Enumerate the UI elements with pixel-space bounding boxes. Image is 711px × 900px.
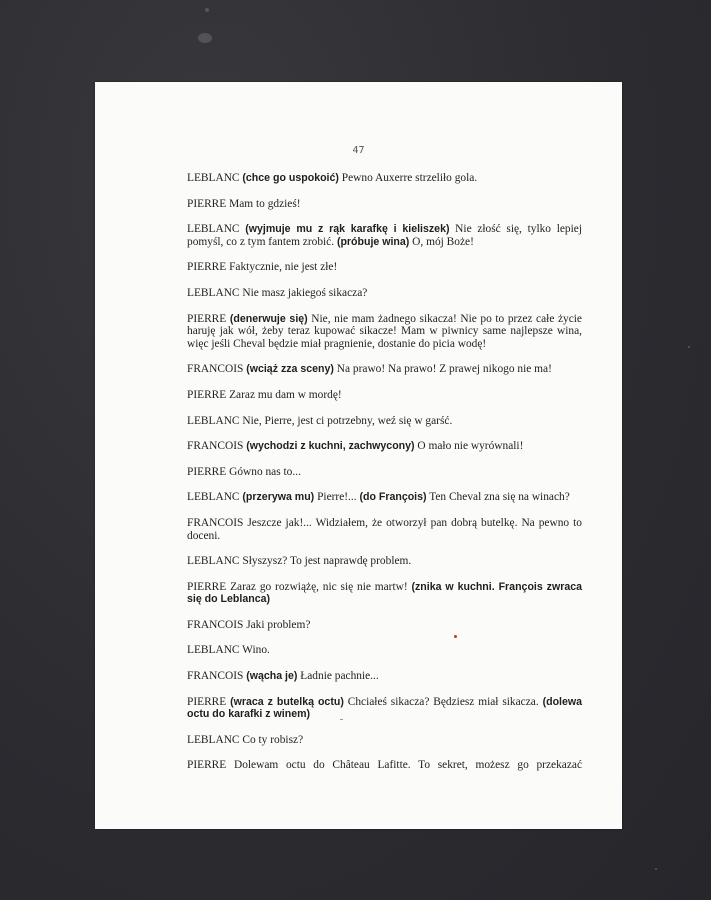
script-text	[187, 172, 582, 785]
document-page	[95, 82, 622, 829]
stage-direction: (denerwuje się)	[229, 312, 308, 325]
stage-direction: (do François)	[359, 491, 427, 504]
dialogue-text: Ładnie pachnie...	[297, 670, 379, 683]
dialogue-paragraph	[187, 223, 582, 248]
dialogue-paragraph	[187, 287, 582, 300]
speaker-name: FRANCOIS	[187, 363, 244, 376]
dialogue-text: Mam to gdzieś!	[226, 197, 301, 210]
dialogue-paragraph	[187, 440, 582, 453]
speaker-name: PIERRE	[187, 312, 227, 325]
dialogue-paragraph	[187, 644, 582, 657]
dialogue-text: Gówno nas to...	[226, 465, 301, 478]
dialogue-text: Słyszysz? To jest naprawdę problem.	[239, 555, 412, 568]
dialogue-text: Co ty robisz?	[239, 733, 304, 746]
pencil-mark	[340, 719, 343, 720]
stage-direction: (przerywa mu)	[242, 491, 315, 504]
dialogue-text: Wino.	[239, 644, 270, 657]
stage-direction: (dolewa octu do karafki z winem)	[187, 695, 583, 721]
speaker-name: LEBLANC	[187, 414, 240, 427]
stage-direction: (znika w kuchni. François zwraca się do Leblanca)	[187, 580, 582, 606]
stage-direction: (wraca z butelką octu)	[230, 695, 344, 708]
stage-direction: (próbuje wina)	[336, 235, 410, 248]
stage-direction: (wyjmuje mu z rąk karafkę i kieliszek)	[245, 223, 450, 236]
dialogue-text: O mało nie wyrównali!	[414, 440, 524, 453]
dialogue-text: Zaraz go rozwiążę, nic się nie martw!	[226, 580, 412, 593]
stage-direction: (chce go uspokoić)	[242, 172, 339, 184]
speaker-name: PIERRE	[187, 388, 227, 401]
speaker-name: LEBLANC	[187, 733, 240, 746]
dialogue-paragraph	[187, 759, 582, 772]
dialogue-paragraph	[187, 313, 582, 351]
dialogue-paragraph	[187, 363, 582, 376]
speaker-name: FRANCOIS	[187, 670, 244, 683]
speaker-name: LEBLANC	[187, 172, 240, 184]
dialogue-paragraph	[187, 555, 582, 568]
dialogue-text: Pierre!...	[314, 491, 360, 504]
speaker-name: PIERRE	[187, 465, 227, 478]
dust-speck	[198, 33, 212, 43]
dialogue-text: Jaki problem?	[243, 618, 311, 631]
dialogue-text: O, mój Boże!	[409, 235, 474, 248]
speaker-name: PIERRE	[187, 695, 227, 708]
dialogue-text: Nie, Pierre, jest ci potrzebny, weź się w garść.	[239, 414, 453, 427]
page-number: 47	[352, 145, 365, 156]
dialogue-text: Zaraz mu dam w mordę!	[226, 388, 342, 401]
dialogue-paragraph	[187, 491, 582, 504]
speaker-name: LEBLANC	[187, 491, 240, 504]
dialogue-text: Jeszcze jak!... Widziałem, że otworzył pan dobrą butelkę. Na pewno to doceni.	[187, 516, 582, 542]
dialogue-text: Pewno Auxerre strzeliło gola.	[338, 172, 478, 184]
dialogue-paragraph	[187, 389, 582, 402]
ink-mark	[454, 635, 457, 638]
speaker-name: PIERRE	[187, 261, 227, 274]
dialogue-paragraph	[187, 415, 582, 428]
dialogue-paragraph	[187, 172, 582, 185]
dust-speck	[205, 8, 209, 12]
dialogue-paragraph	[187, 619, 582, 632]
dialogue-text: Chciałeś sikacza? Będziesz miał sikacza.	[343, 695, 543, 708]
speaker-name: FRANCOIS	[187, 516, 244, 529]
stage-direction: (wącha je)	[246, 670, 298, 683]
speaker-name: PIERRE	[187, 580, 227, 593]
speaker-name: FRANCOIS	[187, 618, 244, 631]
speaker-name: PIERRE	[187, 197, 227, 210]
speaker-name: LEBLANC	[187, 286, 240, 299]
speaker-name: LEBLANC	[187, 555, 240, 568]
speaker-name: LEBLANC	[187, 223, 240, 236]
dust-speck	[688, 346, 690, 348]
stage-direction: (wciąż zza sceny)	[246, 363, 334, 376]
dialogue-text: Nie masz jakiegoś sikacza?	[239, 286, 368, 299]
dialogue-paragraph	[187, 581, 582, 606]
dust-speck	[655, 868, 657, 870]
dialogue-paragraph	[187, 261, 582, 274]
speaker-name: PIERRE	[187, 759, 227, 772]
dialogue-text: Nie złość się, tylko lepiej pomyśl, co z tym fantem zrobić.	[187, 223, 582, 248]
dialogue-text: Dolewam octu do Château Lafitte. To sekret, możesz go przekazać	[226, 759, 582, 772]
dialogue-paragraph	[187, 734, 582, 747]
dialogue-text: Ten Cheval zna się na winach?	[426, 491, 570, 504]
stage-direction: (wychodzi z kuchni, zachwycony)	[246, 440, 415, 453]
speaker-name: LEBLANC	[187, 644, 240, 657]
dialogue-paragraph	[187, 696, 582, 721]
dialogue-text: Na prawo! Na prawo! Z prawej nikogo nie ma!	[333, 363, 552, 376]
dialogue-text: Faktycznie, nie jest złe!	[226, 261, 338, 274]
dialogue-paragraph	[187, 670, 582, 683]
speaker-name: FRANCOIS	[187, 440, 244, 453]
dialogue-text: Nie, nie mam żadnego sikacza! Nie po to przez całe życie haruję jak wół, żeby teraz kupować sikacze! Mam w piwnicy same najlepsze wina, więc jeśli Cheval będzie miał pragnienie, dostanie do picia wodę!	[187, 312, 582, 350]
dialogue-paragraph	[187, 517, 582, 542]
dialogue-paragraph	[187, 466, 582, 479]
dialogue-paragraph	[187, 198, 582, 211]
